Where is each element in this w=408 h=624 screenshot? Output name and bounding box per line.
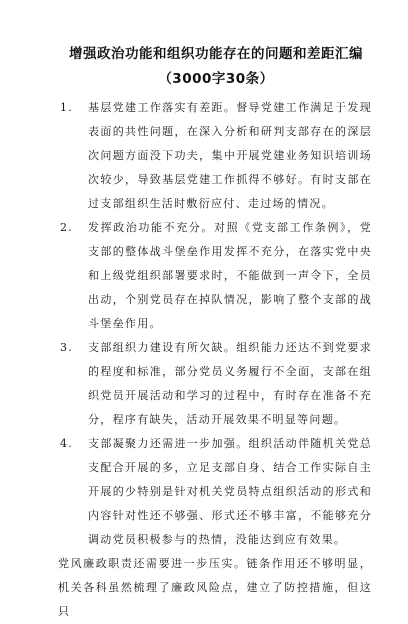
list-item-text: 支部组织力建设有所欠缺。组织能力还达不到党要求的程度和标准，部分党员义务履行不全面，支部在组织党员开展活动和学习的过程中，有时存在准备不充分，程序有缺失，活动开展效果不明显等问题。 <box>88 341 372 426</box>
list-item <box>60 216 372 336</box>
list-item-number: 2. <box>60 221 74 234</box>
list-item-text: 发挥政治功能不充分。对照《党支部工作条例》，党支部的整体战斗堡垒作用发挥不充分，在落实党中央和上级党组织部署要求时，不能做到一声令下，全员出动，个别党员存在掉队情况，影响了整个支部的战斗堡垒作用。 <box>88 221 372 330</box>
trailing-paragraph: 党风廉政职责还需要进一步压实。链条作用还不够明显，机关各科虽然梳理了廉政风险点，建立了防控措施，但这只 <box>58 557 372 618</box>
list-item-text: 支部凝聚力还需进一步加强。组织活动伴随机关党总支配合开展的多，立足支部自身、结合工作实际自主开展的少特别是针对机关党员特点组织活动的形式和内容针对性还不够强、形式还不够丰富，不能够充分调动党员积极参与的热情，没能达到应有效果。 <box>88 437 372 546</box>
list-item-number: 3. <box>60 341 74 354</box>
list-item-number: 4. <box>60 437 74 450</box>
issue-list <box>60 96 372 552</box>
list-item-number: 1. <box>60 101 74 114</box>
list-item <box>60 336 372 432</box>
list-item <box>60 432 372 552</box>
list-item <box>60 96 372 216</box>
document-title: 增强政治功能和组织功能存在的问题和差距汇编（3000字30条） <box>69 46 363 87</box>
list-item-text: 基层党建工作落实有差距。督导党建工作满足于发现表面的共性问题，在深入分析和研判支部存在的深层次问题方面没下功夫，集中开展党建业务知识培训场次较少，导致基层党建工作抓得不够好。有时支部在过支部组织生活时敷衍应付、走过场的情况。 <box>88 101 372 210</box>
